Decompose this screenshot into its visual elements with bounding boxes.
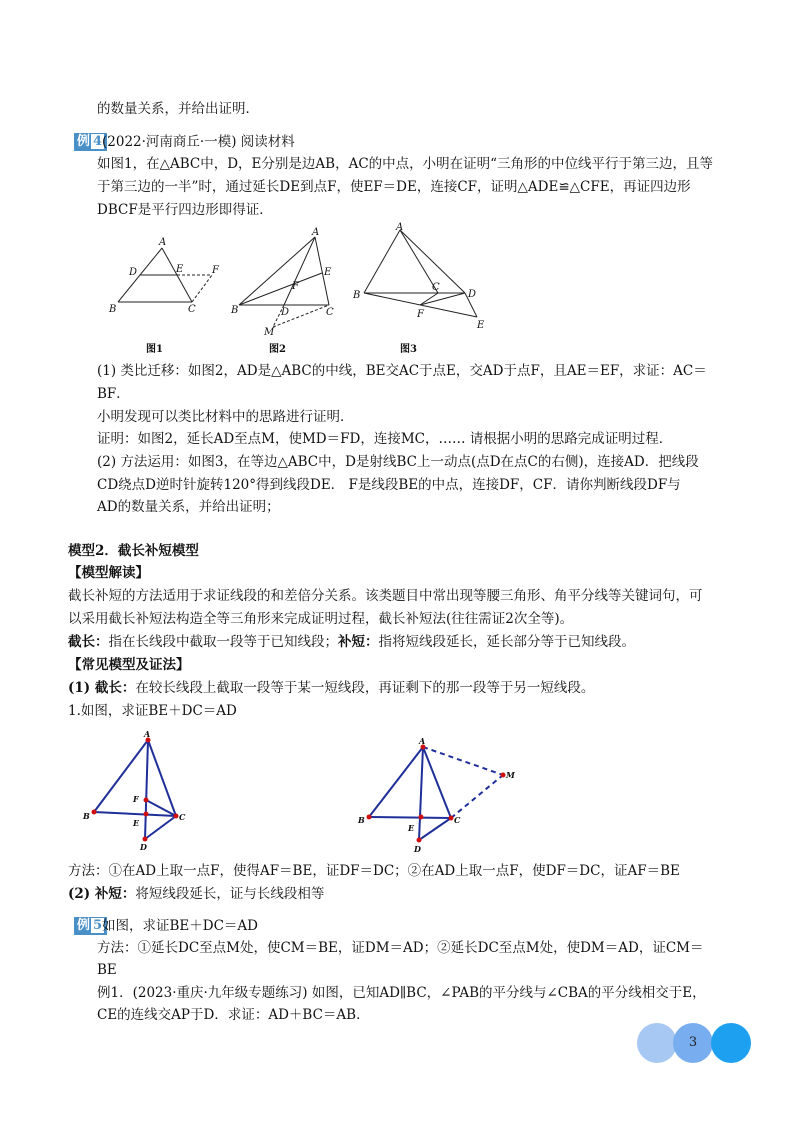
- item-1-text: 在较长线段上截取一段等于某一短线段，再证剩下的那一段等于另一短线段。: [135, 680, 595, 696]
- page-circle-dark: [711, 1023, 751, 1063]
- svg-text:B: B: [231, 305, 239, 316]
- badge-word: 例: [77, 918, 91, 933]
- intro-tail: 的数量关系，并给出证明．: [97, 101, 259, 117]
- svg-text:B: B: [358, 815, 365, 825]
- item-1-label: (1) 截长：: [68, 680, 136, 696]
- svg-text:B: B: [83, 811, 90, 821]
- interpretation-line-2: 以采用截长补短法构造全等三角形来完成证明过程，截长补短法(往往需证2次全等)。: [68, 611, 574, 627]
- example-5-line-3: 例1．(2023·重庆·九年级专题练习) 如图，已知AD∥BC，∠PAB的平分线与∠CBA的平分线相交于E，: [97, 985, 706, 1001]
- svg-text:C: C: [179, 812, 186, 822]
- example-5-line-1: 方法：①延长DC至点M处，使CM＝BE，证DM＝AD；②延长DC至点M处，使DM＝AD，证CM＝: [97, 940, 704, 956]
- svg-text:D: D: [281, 307, 290, 318]
- badge-number: 4: [93, 134, 103, 149]
- definition-line: [68, 632, 635, 652]
- q2-line-2: CD绕点D逆时针旋转120°得到线段DE． F是线段BE的中点，连接DF，CF．请你判断线段DF与: [97, 477, 681, 493]
- svg-text:D: D: [129, 267, 138, 278]
- page-number: 3: [673, 1023, 713, 1063]
- svg-text:C: C: [188, 304, 196, 315]
- model-figure-right: [355, 735, 530, 855]
- example-5-line-2: BE: [97, 962, 117, 978]
- page-circle-light: [637, 1023, 677, 1063]
- figure-3-caption: 图3: [400, 344, 417, 355]
- buduan-text: 指将短线段延长，延长部分等于已知线段。: [378, 634, 635, 650]
- example-4-line-3: DBCF是平行四边形即得证．: [97, 202, 273, 218]
- svg-text:E: E: [324, 267, 332, 278]
- example-4-header: (2022·河南商丘·一模) 阅读材料: [102, 134, 295, 150]
- example-5-header: 如图，求证BE＋DC＝AD: [102, 918, 259, 934]
- q1-line-4: 证明：如图2，延长AD至点M，使MD＝FD，连接MC，…… 请根据小明的思路完成证明过程．: [97, 431, 673, 447]
- item-2-text: 将短线段延长，证与长线段相等: [135, 886, 325, 902]
- jiechang-text: 指在长线段中截取一段等于已知线段；: [108, 634, 338, 650]
- svg-text:E: E: [408, 823, 415, 833]
- svg-text:A: A: [159, 237, 167, 248]
- q2-line-1: (2) 方法运用：如图3，在等边△ABC中，D是射线BC上一动点(点D在点C的右侧)，连接AD．把线段: [97, 454, 699, 470]
- svg-text:A: A: [144, 729, 151, 739]
- item-2-label: (2) 补短：: [68, 886, 136, 902]
- svg-text:B: B: [353, 290, 361, 301]
- common-models-heading: 【常见模型及证法】: [68, 657, 190, 673]
- model-2-title: 模型2．截长补短模型: [68, 543, 199, 559]
- svg-text:M: M: [264, 327, 275, 338]
- svg-text:D: D: [140, 842, 147, 852]
- svg-text:A: A: [419, 736, 426, 746]
- figure-1-caption: 图1: [146, 344, 163, 355]
- model-interpretation-heading: 【模型解读】: [68, 565, 149, 581]
- svg-text:M: M: [506, 770, 515, 780]
- q1-line-3: 小明发现可以类比材料中的思路进行证明．: [97, 409, 354, 425]
- buduan-label: 补短：: [338, 634, 379, 650]
- svg-text:C: C: [432, 282, 440, 293]
- svg-text:D: D: [414, 844, 421, 854]
- svg-text:F: F: [212, 265, 219, 276]
- example-5-line-4: CE的连线交AP于D．求证：AD＋BC＝AB．: [97, 1007, 370, 1023]
- svg-text:E: E: [477, 320, 485, 331]
- interpretation-line-1: 截长补短的方法适用于求证线段的和差倍分关系。该类题目中常出现等腰三角形、角平分线等关键词句，可: [68, 588, 703, 604]
- svg-text:E: E: [133, 818, 140, 828]
- q1-line-2: BF．: [97, 386, 130, 402]
- svg-text:F: F: [417, 309, 424, 320]
- method-1: 方法：①在AD上取一点F，使得AF＝BE，证DF＝DC；②在AD上取一点F，使DF＝DC，证AF＝BE: [68, 863, 680, 879]
- example-4-line-1: 如图1，在△ABC中，D，E分别是边AB，AC的中点，小明在证明“三角形的中位线平行于第三边，且等: [97, 156, 714, 172]
- svg-text:F: F: [292, 281, 299, 292]
- model-figure-left: [80, 728, 210, 860]
- svg-text:E: E: [176, 264, 184, 275]
- badge-word: 例: [77, 134, 91, 149]
- badge-number: 5: [93, 918, 103, 933]
- svg-text:A: A: [312, 227, 320, 238]
- jiechang-label: 截长：: [68, 634, 109, 650]
- item-2: [68, 884, 324, 904]
- svg-text:D: D: [468, 289, 477, 300]
- q2-line-3: AD的数量关系，并给出证明；: [97, 499, 280, 515]
- sub-question-1: 1.如图，求证BE＋DC＝AD: [68, 703, 237, 719]
- svg-text:F: F: [133, 794, 139, 804]
- figure-3: [350, 220, 500, 360]
- svg-text:C: C: [326, 307, 334, 318]
- q1-line-1: (1) 类比迁移：如图2，AD是△ABC的中线，BE交AC于点E，交AD于点F，且AE＝EF，求证：AC＝: [97, 363, 707, 379]
- item-1: [68, 678, 594, 698]
- svg-text:C: C: [454, 815, 461, 825]
- figure-1: [100, 230, 230, 360]
- example-4-line-2: 于第三边的一半”时，通过延长DE到点F，使EF＝DE，连接CF，证明△ADE≌△CFE，再证四边形: [97, 179, 691, 195]
- svg-text:A: A: [396, 222, 404, 233]
- figure-2: [225, 225, 355, 360]
- svg-text:B: B: [109, 304, 117, 315]
- figure-2-caption: 图2: [269, 344, 286, 355]
